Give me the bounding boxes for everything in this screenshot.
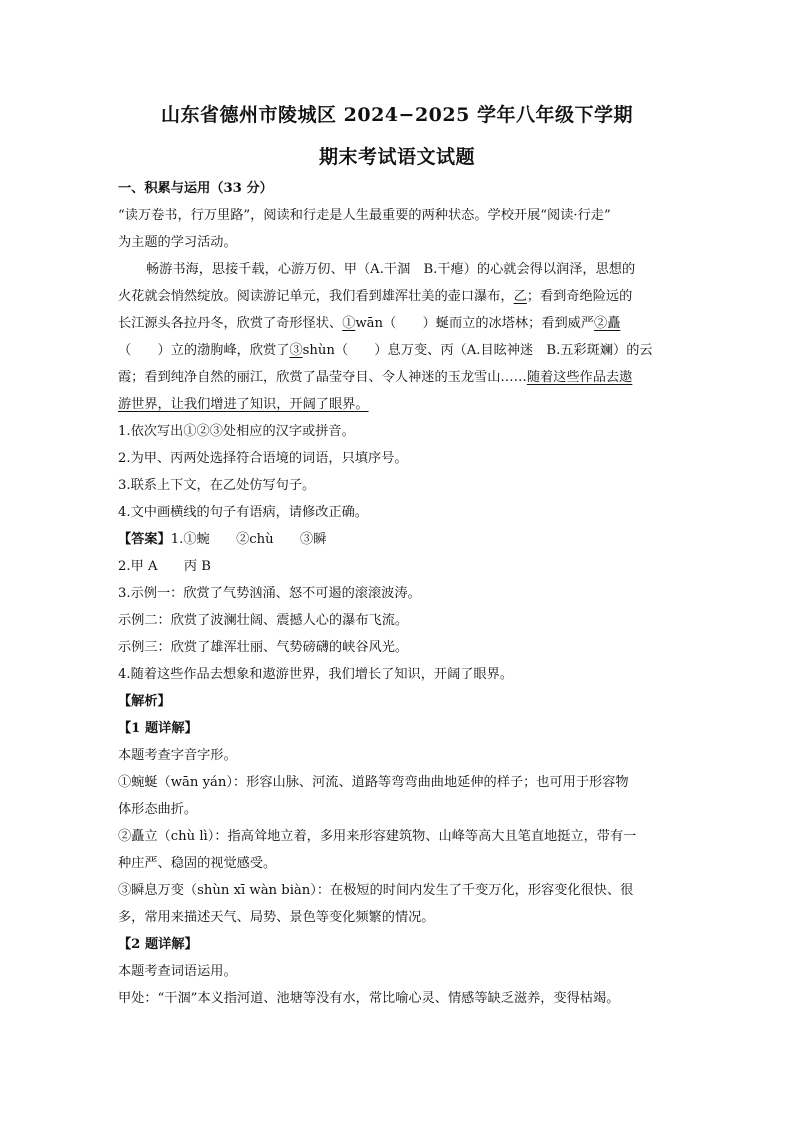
q1-detail-intro: 本题考查字音字形。: [118, 748, 237, 763]
q2-detail-intro: 本题考查词语运用。: [118, 964, 237, 979]
q2-detail-a: 甲处：“干涸”本义指河道、池塘等没有水，常比喻心灵、情感等缺乏滋养，变得枯竭。: [118, 991, 620, 1006]
answer-line-1: [118, 531, 326, 549]
q1-detail-heading: 【1 题详解】: [118, 721, 198, 736]
q2-detail-heading: 【2 题详解】: [118, 937, 198, 952]
question-3: 3.联系上下文，在乙处仿写句子。: [118, 478, 316, 493]
answer-1: 1.①蜿 ②chù ③瞬: [170, 532, 327, 547]
q1-detail-a-line2: 体形态曲折。: [118, 802, 198, 817]
q1-detail-b-line2: 种庄严、稳固的视觉感受。: [118, 856, 277, 871]
answer-3-example-1: 3.示例一：欣赏了气势汹涌、怒不可遏的滚滚波涛。: [118, 586, 421, 601]
passage-line-1: 畅游书海，思接千载，心游万仞、甲（A.干涸 B.干瘪）的心就会得以润泽，思想的: [146, 262, 636, 277]
question-1: 1.依次写出①②③处相应的汉字或拼音。: [118, 424, 355, 439]
passage-line-5: [118, 369, 632, 387]
analysis-label: 【解析】: [118, 694, 171, 709]
marker-1: ①: [342, 316, 356, 331]
answer-2: 2.甲 A 丙 B: [118, 559, 211, 574]
passage-line-4-b: shùn（ ）息万变、丙（A.目眩神迷 B.五彩斑斓）的云: [302, 343, 653, 358]
q1-detail-c-line2: 多，常用来描述天气、局势、景色等变化频繁的情况。: [118, 910, 435, 925]
q1-detail-c-line1: ③瞬息万变（shùn xī wàn biàn）：在极短的时间内发生了千变万化，形容变化很快、很: [118, 883, 634, 898]
question-2: 2.为甲、丙两处选择符合语境的词语，只填序号。: [118, 451, 408, 466]
document-title-line2: 期末考试语文试题: [318, 146, 475, 168]
marker-3: ③: [289, 343, 303, 358]
answer-label: 【答案】: [118, 532, 171, 547]
answer-4: 4.随着这些作品去想象和遨游世界，我们增长了知识，开阔了眼界。: [118, 667, 514, 682]
passage-line-5-a: 霞；看到纯净自然的丽江，欣赏了晶莹夺目、令人神迷的玉龙雪山……: [118, 370, 527, 385]
answer-3-example-2: 示例二：欣赏了波澜壮阔、震撼人心的瀑布飞流。: [118, 613, 409, 628]
passage-line-4-a: （ ）立的渤朐峰，欣赏了: [118, 343, 290, 358]
question-4: 4.文中画横线的句子有语病，请修改正确。: [118, 505, 368, 520]
passage-line-3-text: 长江源头各拉丹冬，欣赏了奇形怪状、: [118, 316, 343, 331]
passage-line-4: [118, 342, 653, 360]
q1-detail-a-line1: ①蜿蜒（wān yán）：形容山脉、河流、道路等弯弯曲曲地延伸的样子；也可用于形容物: [118, 775, 629, 790]
passage-line-3: [118, 315, 620, 333]
marker-2: ②矗: [594, 316, 621, 331]
passage-line-2-end: ；看到奇绝险远的: [526, 289, 633, 304]
passage-line-2: [118, 288, 632, 306]
underlined-sentence-part1: 随着这些作品去遨: [526, 370, 633, 385]
intro-line-1: “读万卷书，行万里路”，阅读和行走是人生最重要的两种状态。学校开展“阅读·行走”: [118, 208, 611, 223]
passage-line-2-text: 火花就会悄然绽放。阅读游记单元，我们看到雄浑壮美的壶口瀑布，: [118, 289, 514, 304]
blank-yi: 乙: [513, 289, 527, 304]
answer-3-example-3: 示例三：欣赏了雄浑壮丽、气势磅礴的峡谷风光。: [118, 640, 409, 655]
q1-detail-b-line1: ②矗立（chù lì）：指高耸地立着，多用来形容建筑物、山峰等高大且笔直地挺立，带有一: [118, 829, 637, 844]
passage-line-6: [118, 396, 369, 414]
intro-line-2: 为主题的学习活动。: [118, 235, 237, 250]
document-title-line1: 山东省德州市陵城区 2024−2025 学年八年级下学期: [161, 104, 633, 126]
passage-line-3-mid: wān（ ）蜒而立的冰塔林；看到威严: [355, 316, 595, 331]
section-heading: 一、积累与运用（33 分）: [118, 181, 273, 196]
underlined-sentence-part2: 游世界，让我们增进了知识，开阔了眼界。: [118, 397, 369, 412]
